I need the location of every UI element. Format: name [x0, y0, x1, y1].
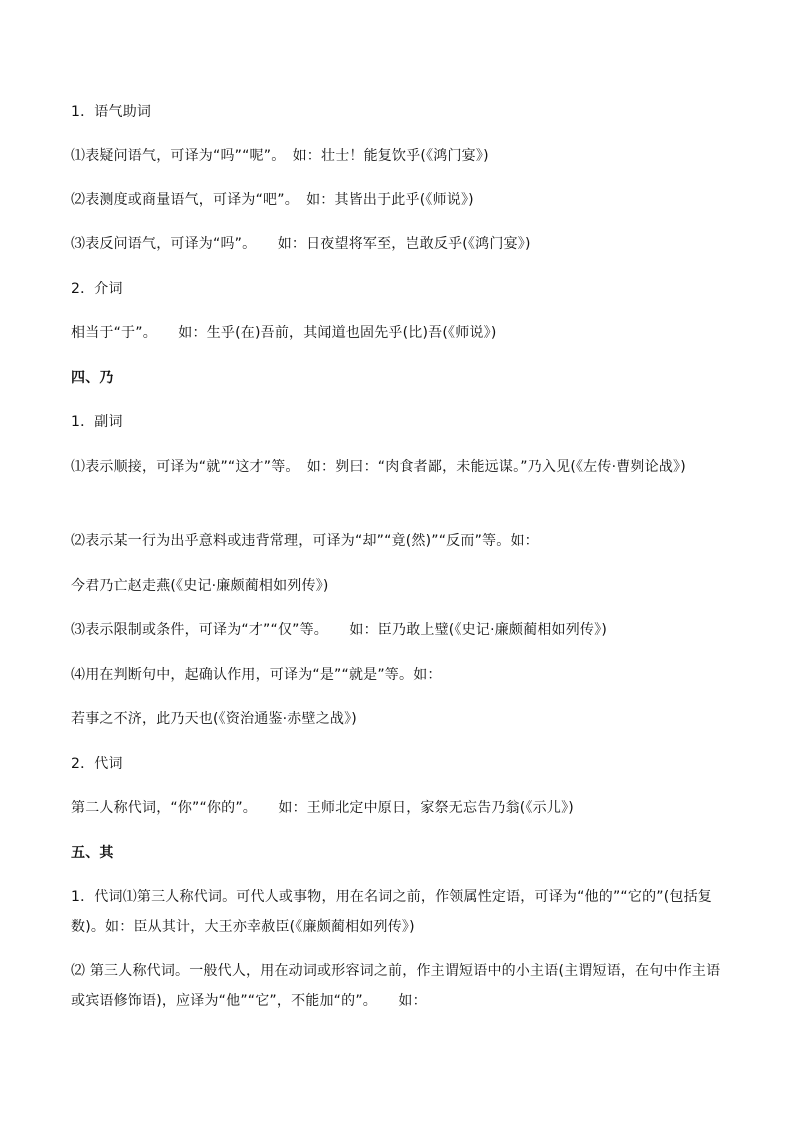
paragraph-adverb-1: ⑴表示顺接，可译为“就”“这才”等。 如：刿曰：“肉食者鄙，未能远谋。”乃入见(《左传·曹刿论战》)	[71, 459, 686, 475]
heading-modal-particle: 1．语气助词	[71, 104, 152, 120]
paragraph-qi-2: ⑵ 第三人称代词。一般代人，用在动词或形容词之前，作主谓短语中的小主语(主谓短语，在句中作主语或宾语修饰语)，应译为“他”“它”，不能加“的”。 如：	[71, 963, 721, 1009]
paragraph-preposition: 相当于“于”。 如：生乎(在)吾前，其闻道也固先乎(比)吾(《师说》)	[71, 325, 497, 341]
section-heading-nai: 四、乃	[71, 370, 114, 386]
example-line-1: 今君乃亡赵走燕(《史记·廉颇蔺相如列传》)	[71, 578, 329, 594]
paragraph-adverb-2: ⑵表示某一行为出乎意料或违背常理，可译为“却”“竟(然)”“反而”等。如：	[71, 533, 539, 549]
paragraph-item-3: ⑶表反问语气，可译为“吗”。 如：日夜望将军至，岂敢反乎(《鸿门宴》)	[71, 236, 531, 252]
heading-preposition: 2．介词	[71, 281, 123, 297]
paragraph-adverb-4: ⑷用在判断句中，起确认作用，可译为“是”“就是”等。如：	[71, 667, 442, 683]
heading-adverb: 1．副词	[71, 414, 123, 430]
paragraph-item-2: ⑵表测度或商量语气，可译为“吧”。 如：其皆出于此乎(《师说》)	[71, 192, 474, 208]
example-line-2: 若事之不济，此乃天也(《资治通鉴·赤壁之战》)	[71, 711, 357, 727]
paragraph-qi-1: 1．代词⑴第三人称代词。可代人或事物，用在名词之前，作领属性定语，可译为“他的”“它的”(包括复数)。如：臣从其计，大王亦幸赦臣(《廉颇蔺相如列传》)	[71, 889, 712, 935]
paragraph-item-1: ⑴表疑问语气，可译为“吗”“呢”。 如：壮士！能复饮乎(《鸿门宴》)	[71, 148, 489, 164]
section-heading-qi: 五、其	[71, 845, 114, 861]
heading-pronoun: 2．代词	[71, 756, 123, 772]
paragraph-adverb-3: ⑶表示限制或条件，可译为“才”“仅”等。 如：臣乃敢上璧(《史记·廉颇蔺相如列传》)	[71, 622, 607, 638]
paragraph-pronoun: 第二人称代词，“你”“你的”。 如：王师北定中原日，家祭无忘告乃翁(《示儿》)	[71, 800, 574, 816]
